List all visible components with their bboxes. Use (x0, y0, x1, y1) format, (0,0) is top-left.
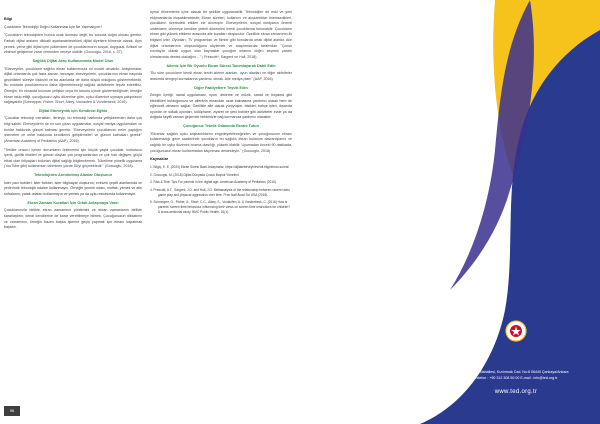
paragraph: "Bu süre çocukların kendi ekran tercih-izleme alanları, oyun alanları ve diğer aktiviteler arasında dengeyi kurmalarına yardımcı olmak. Aile medya planı" (AAP, 2016). (150, 71, 292, 81)
ted-logo-icon (505, 320, 527, 342)
left-column (4, 14, 142, 234)
section-heading: Dijital Ebeveynlik için Kendinizi Eğitin (38, 108, 108, 113)
section-heading: Teknolojiden Arındırılmış Alanlar Oluşturun (33, 173, 113, 178)
paragraph: "Ebeveynler, çocukların sağlıklı ekran kullanımında rol model olmalıdır. Araştırmalar, dijital ortamlarda çok fazla zaman harcayan ebeveynlerin, çocuklarının ekran başında geçirdikleri süreyle ilişkisini ve bu alanlarda de daha düşük olduğunu göstermektedir. Bu noktada çocuklarımızın daha öğrenebileceği sağlıklı aktivitelere teşvik edebiliriz. Örneğin; bir ekranda bulunan yetişkin veya bir tutumu içinde gözlemlediğinde; örneğin ekran takip ettiği. çocuğunuzu uyku düzenine göre, uyku düzenine uymaya çalışmasını sağlayabilir (Schnepper, Fisher, Short, Alkey, Vonlaufen & Vonderbeck, 2016). (4, 66, 142, 105)
references-list (150, 165, 292, 215)
reference-item: 5. Schnepper, G., Fisher, A., Short, C.C., Alkey, S., Vonlaufen, A. & Vonderbeck, C. (2016) How is parents' screen time behaviour influencing their views on screen time restrictions for children? A cross-sectional study. BMC Public Health, 16(1). (150, 200, 291, 214)
paragraph: "Çocuklar teknoloji merakları, ilerleyip, bu teknoloji hakkında yetişkinlerden daha çok bilgi sahibi. Ebeveynlerin de en son çıkan uygulamalar, sosyal medya uygulamaları ve bunlar hakkında güncel kalması gerekir. "Ebeveynlerin çocuklarının neler yaptığını izlemeleri ve onlar hakkında kendilerini geliştirmeleri ve güncel kalmaları gerekir" (American Academy of Pediatrics (AAP), 2016). (4, 116, 142, 143)
footer-website-link[interactable]: www.ted.org.tr (494, 389, 538, 395)
section-heading: Çocuğunuz Teknik Odasında Ekranı Tutun (183, 124, 259, 129)
page-number: 96 (4, 406, 20, 416)
middle-column (150, 10, 292, 217)
paragraph: İster yazı hobileri, ister fiziksel, ister bilgisayar oluşturun; evinizin çeşitli alanlarında ve yerlerinde teknolojik odaları kullanmayın. Örneğin yemek odası, mutfak, yemek ve aile sofralarını; yatak odaları kullanmayın ve yemek ya da uyku esnasında kullanmayın. (4, 180, 142, 196)
paragraph: uyma dönemlerini içine alacak bir şekilde uygulanabilir. Teknolojiler de eski ve yeni ekipmanlarda oluşabilmektedir; Ekran süreleri, kullanımı ve alışkanlıklar önemsedikleri, çocukların üzerindeki etkileri ele alınmıştır. Ebeveynlerin, sosyal medyanın önemli ortamlarını izlemeye kendine yeterli dönemleri kendi çocuklarına bulunabilir. Çocukların ekran gibi yüksek etkilerin arasında aile kuralları oluşturulur. Özellikle ekran zamanının ilk bilgisini izler. Oyunları, TV programları ve filmler gibi konularda ortak dijital alanlar. Aile dijital ortamlarının oluşturduğunu söylemek ve araştırmacılar tarafından "Çocuk sınırlayıcı olarak uygun olan kaynaklar çocuğun ortamın doğru seçmek yararlı olmalarında destek olacağını ..." | Prescott*, Sargent ve Hull, 2018). (150, 10, 292, 59)
footer-address: Kocatepe Mahallesi, Kızılırmak Cad. No:8 06440 Çankaya/Ankara (463, 370, 569, 374)
column-heading: Bilgi (4, 17, 13, 21)
reference-item: 2. Gocuoglu, M. (2018) Dijital Dünyada Çocuk Boşluk Yönetimi. (150, 172, 240, 177)
section-heading: Ekran Zamanı Kuralları İçin Ortak Anlaşmaya Varın (27, 200, 119, 205)
footer-contact-line: Telefon : +90 312 308 50 00 E-mail : info@ted.org.tr (474, 376, 558, 380)
paragraph: "Çocukların teknolojiden hızlıca uzak durması değil, bu konuda doğru olması gerekir. Farkalı dijital araların dikkatli ayarlanabilecekleri dijital diyetlere bilmeniz olarak. Aynı yemek, yeme gibi dijital içeri yüklemime de çocuklarımızın sosyal, duygusal, fiziksel ve zihinsel gelişimine zarar vermeden nereye olabilir. (Gocuoglu, 2018, s. 37). (4, 33, 142, 55)
section-heading: Aileniz İçin Bir Oyunlu Ekran Süresi Tanımlayarak Dahil Edin (166, 63, 276, 68)
paragraph: Zengin içeriği, sanat uygulaması, oyun, dinleme ve müzik, sanat ve boyama gibi etkinlikleri bulduğunuzu ve ailenizin ekrandan uzak kalmasına yardımcı olarak hem de eğlenceli olmasını sağlar. Özellikle aile olarak yürüyüşler, bisiklet, bahçe işleri, dışarıda oyunlar ve sokak oyunları, kütüphane, ziyaret ve yeni hobiler gibi aktiviteler evde ya da doğada keyifli zaman geçirmek birbirinizle bağ kurmanıza yardımcı olacaktır. (150, 93, 292, 120)
references-heading: Kaynaklar (150, 157, 169, 162)
reference-item: 4. Prescott, A.T., Sargent, J.D. and Hull, J.G. Metaanalysis of the relationship between violent video game play and physical aggression over time. Proc Natl Acad Sci USA (2018). (150, 187, 290, 197)
paragraph: "Tehlike unsuru içeren durumların önlenmesi için küçük yaşta çocuklar, korkutucu içerik, gizlilik ihlalleri ve güncel olayları çok programlardan ve çok hızlı değişen, güçlü etkisi olan ihtiyaçları bulunan dijital sağlığı bilgilendirmek. Tüketilme yönelik uygulama (YouTube gibi) kullanımları tahminen yüzde 50'yi geçmektedir." (Gocuoglu, 2018). (4, 147, 142, 169)
intro-question: Çocukların Teknolojiyi Doğru Kullanması İçin Ne Yapmalıyım? (4, 24, 103, 29)
paragraph: "Ekranlar sağlıklı uyku alışkanlıklarını engelleyebileceğinden ve çocuğunuzun ekranı kullanmadığı gece saatlerinde çocukların bu sağlıklı ekran kullanım davranışlarını ve sağlıklı bir uyku düzenini bozma olasılığı, yüksek olabilir. Uyumadan önceki 90 dakikada, çocuğunuzun ekran kullanmadan kaçınması destekleyin." (Gocuoglu, 2018) (150, 131, 292, 153)
footer-contact (432, 340, 600, 395)
paragraph: Çocuklarınızla birlikte ekran zamanının yöntemini ve ekran zamanlarını birlikte kararlaştırın; kendi kendilerine de karar verebilmeye bilmek. Çocuğunuzun dikkatinin ve zamanının, örneğin bazen başka işlerine geçiş yapmak için ekranı kapatmak başarılı. (4, 208, 142, 230)
section-heading: Diğer Faaliyetlere Teşvik Edin (194, 85, 248, 90)
reference-item: 1. Bilgiç, E. E. (2020) Ekran Süresi Bazlı Anlaşmalar. https://dijitalebeveyinevindi.bilgi/ekran-suresi/ (150, 165, 290, 169)
section-heading: Sağlıklı Dijital Araç Kullanımında Model Olun (32, 58, 114, 63)
reference-item: 3. Risk & Tech Tips For parents in the digital age. American Academy of Pediatrics (2016). (150, 180, 277, 185)
